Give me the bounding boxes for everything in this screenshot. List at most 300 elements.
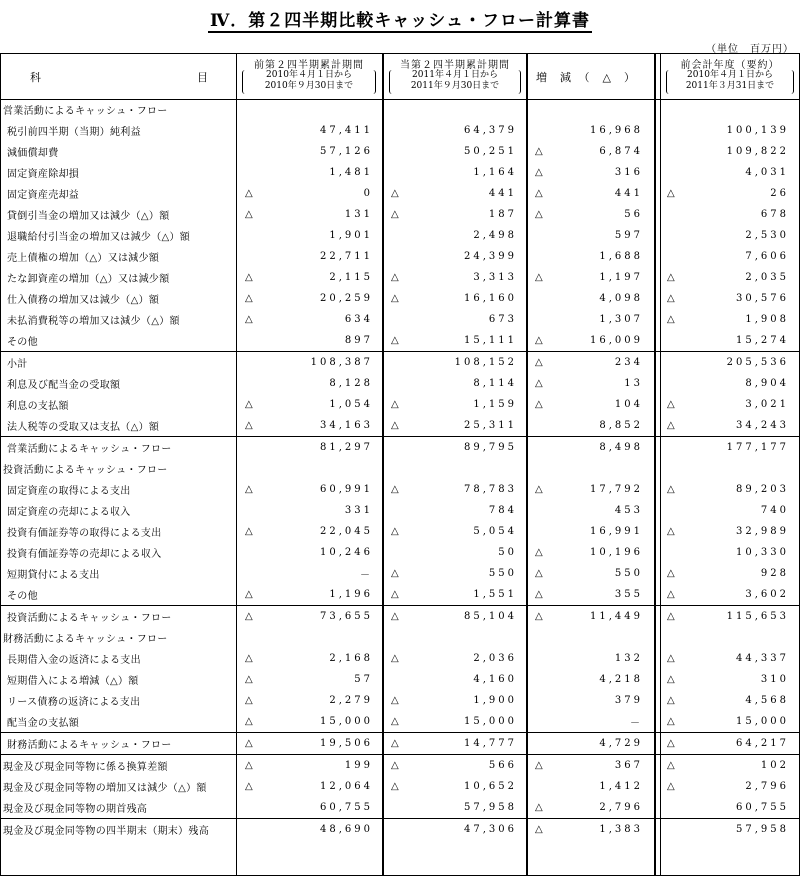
value-cell [385, 204, 529, 225]
amount: 85,104 [464, 611, 517, 622]
amount: 367 [614, 760, 643, 771]
amount: 8,852 [599, 420, 643, 431]
value-cell [239, 797, 385, 819]
amount: 1,900 [473, 695, 517, 706]
amount: 13 [624, 378, 643, 389]
negative-marker: △ [535, 802, 543, 813]
negative-marker: △ [535, 209, 543, 220]
value-cell [529, 479, 655, 500]
header-curr-q2-to: 2011年９月30日まで [410, 81, 500, 91]
row-label: 長期借入金の返済による支出 [7, 655, 141, 666]
table-row [0, 521, 800, 542]
amount: 102 [760, 760, 789, 771]
amount: 81,297 [320, 442, 373, 453]
row-label: 固定資産の取得による支出 [7, 486, 131, 497]
value-cell [661, 500, 800, 521]
row-label: 営業活動によるキャッシュ・フロー [3, 106, 168, 117]
amount: 897 [344, 335, 373, 346]
amount: 2,796 [599, 802, 643, 813]
table-row [0, 415, 800, 437]
table-row [0, 330, 800, 352]
amount: 453 [614, 505, 643, 516]
value-cell [529, 606, 655, 628]
table-row [0, 99, 800, 120]
amount: 634 [344, 314, 373, 325]
col-line-1 [236, 53, 237, 875]
negative-marker: △ [245, 716, 253, 727]
table-row [0, 797, 800, 819]
value-cell [385, 225, 529, 246]
amount: 64,217 [736, 738, 789, 749]
amount: － [360, 570, 373, 581]
value-cell [385, 373, 529, 394]
value-cell [385, 267, 529, 288]
amount: 12,064 [320, 781, 373, 792]
value-cell [385, 648, 529, 669]
amount: 928 [760, 568, 789, 579]
amount: 5,054 [473, 526, 517, 537]
row-label: 財務活動によるキャッシュ・フロー [0, 733, 239, 755]
negative-marker: △ [667, 781, 675, 792]
value-cell [385, 330, 529, 352]
header-subject-right: 目 [197, 71, 208, 84]
amount: 60,755 [736, 802, 789, 813]
header-prev-fy [660, 53, 800, 99]
amount: 16,968 [590, 125, 643, 136]
row-label: 現金及び現金同等物の四半期末（期末）残高 [0, 819, 239, 841]
negative-marker: △ [535, 760, 543, 771]
row-label: 法人税等の受取又は支払（△）額 [7, 422, 160, 433]
value-cell [661, 648, 800, 669]
value-cell [661, 120, 800, 141]
amount: 108,387 [310, 357, 373, 368]
value-cell [661, 797, 800, 819]
amount: 441 [614, 188, 643, 199]
value-cell [661, 563, 800, 584]
col-line-left [0, 53, 1, 875]
amount: 89,203 [736, 484, 789, 495]
value-cell [239, 711, 385, 733]
header-top-line [0, 53, 800, 54]
negative-marker: △ [667, 716, 675, 727]
header-bottom-line [0, 99, 800, 100]
negative-marker: △ [391, 738, 399, 749]
value-cell [239, 437, 385, 459]
amount: 441 [488, 188, 517, 199]
table-row [0, 627, 800, 648]
value-cell [239, 141, 385, 162]
value-cell [239, 776, 385, 797]
value-cell [239, 521, 385, 542]
table-row [0, 648, 800, 669]
amount: 8,498 [599, 442, 643, 453]
table-row [0, 225, 800, 246]
value-cell [385, 797, 529, 819]
header-prev-q2-to: 2010年９月30日まで [264, 81, 354, 91]
value-cell [529, 99, 655, 120]
value-cell [385, 521, 529, 542]
value-cell [239, 648, 385, 669]
value-cell [661, 521, 800, 542]
amount: 4,729 [599, 738, 643, 749]
header-prev-q2-period [242, 70, 376, 94]
amount: 331 [344, 505, 373, 516]
row-label: 小計 [0, 352, 239, 374]
value-cell [385, 542, 529, 563]
amount: 4,218 [599, 674, 643, 685]
value-cell [529, 330, 655, 352]
negative-marker: △ [391, 653, 399, 664]
amount: 1,307 [599, 314, 643, 325]
value-cell [239, 162, 385, 183]
value-cell [661, 352, 800, 374]
value-cell [239, 415, 385, 437]
amount: 1,412 [599, 781, 643, 792]
value-cell [661, 690, 800, 711]
amount: 740 [760, 505, 789, 516]
header-prev-q2 [236, 53, 382, 99]
header-curr-q2-from: 2011年４月１日から [412, 70, 498, 80]
value-cell [529, 797, 655, 819]
col-line-4b [660, 53, 661, 875]
header-prev-q2-from: 2010年４月１日から [266, 70, 352, 80]
value-cell [385, 669, 529, 690]
amount: 89,795 [464, 442, 517, 453]
amount: 22,045 [320, 526, 373, 537]
negative-marker: △ [667, 484, 675, 495]
negative-marker: △ [245, 760, 253, 771]
amount: 131 [344, 209, 373, 220]
amount: 44,337 [736, 653, 789, 664]
value-cell [529, 204, 655, 225]
amount: 597 [614, 230, 643, 241]
negative-marker: △ [667, 653, 675, 664]
table-row [0, 162, 800, 183]
amount: 32,989 [736, 526, 789, 537]
amount: 47,306 [464, 824, 517, 835]
amount: 15,000 [320, 716, 373, 727]
amount: 1,551 [473, 589, 517, 600]
col-line-4a [654, 53, 656, 875]
negative-marker: △ [535, 589, 543, 600]
row-label: 貸倒引当金の増加又は減少（△）額 [7, 211, 170, 222]
value-cell [661, 394, 800, 415]
col-line-2 [382, 53, 384, 875]
row-label: 退職給付引当金の増加又は減少（△）額 [7, 232, 191, 243]
negative-marker: △ [667, 526, 675, 537]
table-row [0, 711, 800, 733]
value-cell [661, 711, 800, 733]
amount: 2,498 [473, 230, 517, 241]
amount: 25,311 [464, 420, 517, 431]
negative-marker: △ [535, 824, 543, 835]
table-row [0, 500, 800, 521]
amount: 310 [760, 674, 789, 685]
row-label: 利息の支払額 [7, 401, 69, 412]
value-cell [661, 627, 800, 648]
value-cell [239, 627, 385, 648]
value-cell [385, 690, 529, 711]
table-row [0, 584, 800, 606]
row-label: 投資活動によるキャッシュ・フロー [3, 465, 168, 476]
value-cell [529, 415, 655, 437]
negative-marker: △ [245, 420, 253, 431]
value-cell [385, 479, 529, 500]
amount: 115,653 [726, 611, 789, 622]
negative-marker: △ [667, 695, 675, 706]
negative-marker: △ [535, 272, 543, 283]
table-bottom-line [0, 875, 800, 876]
header-change [528, 53, 654, 99]
amount: 2,115 [329, 272, 373, 283]
header-prev-fy-period [666, 70, 794, 94]
amount: 2,796 [745, 781, 789, 792]
value-cell [239, 819, 385, 841]
table-row [0, 437, 800, 459]
row-label: 財務活動によるキャッシュ・フロー [3, 634, 168, 645]
row-label: 税引前四半期（当期）純利益 [7, 127, 141, 138]
negative-marker: △ [245, 653, 253, 664]
value-cell [239, 352, 385, 374]
amount: 10,330 [736, 547, 789, 558]
value-cell [385, 99, 529, 120]
value-cell [661, 99, 800, 120]
amount: 1,908 [745, 314, 789, 325]
negative-marker: △ [667, 738, 675, 749]
value-cell [385, 415, 529, 437]
negative-marker: △ [535, 484, 543, 495]
value-cell [239, 330, 385, 352]
amount: 2,036 [473, 653, 517, 664]
table-row [0, 755, 800, 777]
value-cell [529, 162, 655, 183]
value-cell [529, 690, 655, 711]
amount: 1,159 [473, 399, 517, 410]
value-cell [385, 776, 529, 797]
value-cell [239, 458, 385, 479]
amount: 6,874 [599, 146, 643, 157]
value-cell [529, 711, 655, 733]
amount: 15,111 [464, 335, 517, 346]
value-cell [239, 690, 385, 711]
negative-marker: △ [535, 378, 543, 389]
amount: 16,991 [590, 526, 643, 537]
amount: 784 [488, 505, 517, 516]
negative-marker: △ [667, 399, 675, 410]
row-label: 未払消費税等の増加又は減少（△）額 [7, 316, 180, 327]
negative-marker: △ [667, 589, 675, 600]
value-cell [661, 225, 800, 246]
amount: 8,114 [473, 378, 517, 389]
value-cell [661, 183, 800, 204]
amount: 2,530 [745, 230, 789, 241]
amount: 50,251 [464, 146, 517, 157]
negative-marker: △ [667, 420, 675, 431]
negative-marker: △ [667, 568, 675, 579]
header-curr-q2-period [389, 70, 521, 94]
negative-marker: △ [391, 760, 399, 771]
amount: 550 [488, 568, 517, 579]
row-label: 売上債権の増加（△）又は減少額 [7, 253, 160, 264]
amount: 11,449 [590, 611, 643, 622]
table-row [0, 542, 800, 563]
amount: 57 [354, 674, 373, 685]
value-cell [661, 584, 800, 606]
amount: 234 [614, 357, 643, 368]
value-cell [385, 819, 529, 841]
amount: 0 [363, 188, 373, 199]
table-row [0, 204, 800, 225]
amount: 60,991 [320, 484, 373, 495]
value-cell [529, 584, 655, 606]
value-cell [529, 246, 655, 267]
value-cell [529, 542, 655, 563]
negative-marker: △ [535, 568, 543, 579]
table-row [0, 141, 800, 162]
amount: 132 [614, 653, 643, 664]
negative-marker: △ [667, 272, 675, 283]
value-cell [385, 500, 529, 521]
negative-marker: △ [391, 611, 399, 622]
negative-marker: △ [245, 293, 253, 304]
amount: 24,399 [464, 251, 517, 262]
table-row [0, 669, 800, 690]
amount: 566 [488, 760, 517, 771]
value-cell [661, 246, 800, 267]
value-cell [529, 373, 655, 394]
table-row [0, 479, 800, 500]
value-cell [239, 99, 385, 120]
value-cell [239, 500, 385, 521]
amount: 1,481 [329, 167, 373, 178]
header-subject-left: 科 [30, 71, 41, 84]
amount: 678 [760, 209, 789, 220]
row-label: その他 [7, 591, 38, 602]
value-cell [661, 755, 800, 777]
value-cell [385, 183, 529, 204]
negative-marker: △ [245, 695, 253, 706]
value-cell [661, 437, 800, 459]
value-cell [239, 288, 385, 309]
negative-marker: △ [391, 188, 399, 199]
amount: 50 [498, 547, 517, 558]
amount: 60,755 [320, 802, 373, 813]
row-label: 仕入債務の増加又は減少（△）額 [7, 295, 160, 306]
amount: 20,259 [320, 293, 373, 304]
value-cell [529, 669, 655, 690]
value-cell [239, 584, 385, 606]
negative-marker: △ [535, 335, 543, 346]
negative-marker: △ [391, 568, 399, 579]
table-row [0, 606, 800, 628]
amount: 673 [488, 314, 517, 325]
unit-label: （単位 百万円） [706, 44, 794, 55]
negative-marker: △ [245, 674, 253, 685]
amount: 3,602 [745, 589, 789, 600]
amount: 30,576 [736, 293, 789, 304]
value-cell [529, 648, 655, 669]
value-cell [661, 819, 800, 841]
value-cell [385, 458, 529, 479]
amount: 2,035 [745, 272, 789, 283]
negative-marker: △ [391, 695, 399, 706]
value-cell [385, 606, 529, 628]
amount: 56 [624, 209, 643, 220]
value-cell [529, 288, 655, 309]
header-curr-q2-title: 当第２四半期累計期間 [400, 60, 510, 71]
amount: 34,163 [320, 420, 373, 431]
negative-marker: △ [391, 272, 399, 283]
row-label: 投資活動によるキャッシュ・フロー [0, 606, 239, 628]
value-cell [661, 776, 800, 797]
value-cell [239, 373, 385, 394]
table-row [0, 394, 800, 415]
amount: 15,000 [736, 716, 789, 727]
value-cell [529, 776, 655, 797]
amount: 3,021 [745, 399, 789, 410]
row-label: たな卸資産の増加（△）又は減少額 [7, 274, 170, 285]
amount: 379 [614, 695, 643, 706]
amount: 1,164 [473, 167, 517, 178]
value-cell [239, 204, 385, 225]
amount: 73,655 [320, 611, 373, 622]
value-cell [385, 394, 529, 415]
value-cell [385, 437, 529, 459]
value-cell [385, 733, 529, 755]
negative-marker: △ [391, 209, 399, 220]
amount: 10,652 [464, 781, 517, 792]
negative-marker: △ [245, 589, 253, 600]
table-row [0, 373, 800, 394]
amount: 7,606 [745, 251, 789, 262]
header-prev-fy-title: 前会計年度（要約） [680, 60, 780, 71]
table-row [0, 776, 800, 797]
value-cell [239, 733, 385, 755]
amount: 22,711 [320, 251, 373, 262]
value-cell [529, 267, 655, 288]
amount: 4,160 [473, 674, 517, 685]
amount: 187 [488, 209, 517, 220]
value-cell [239, 309, 385, 330]
row-label: 固定資産の売却による収入 [7, 507, 131, 518]
amount: 8,904 [745, 378, 789, 389]
negative-marker: △ [391, 484, 399, 495]
negative-marker: △ [391, 526, 399, 537]
value-cell [661, 733, 800, 755]
row-label: 投資有価証券等の売却による収入 [7, 549, 162, 560]
table-row [0, 690, 800, 711]
negative-marker: △ [535, 399, 543, 410]
value-cell [661, 458, 800, 479]
value-cell [529, 500, 655, 521]
value-cell [385, 627, 529, 648]
amount: 3,313 [473, 272, 517, 283]
header-subject [0, 53, 236, 99]
row-label: 短期借入による増減（△）額 [7, 676, 139, 687]
value-cell [385, 120, 529, 141]
amount: 57,958 [464, 802, 517, 813]
amount: 1,688 [599, 251, 643, 262]
cashflow-table-body [0, 99, 800, 840]
value-cell [529, 521, 655, 542]
negative-marker: △ [245, 484, 253, 495]
amount: 1,197 [599, 272, 643, 283]
value-cell [661, 606, 800, 628]
row-label: 現金及び現金同等物に係る換算差額 [0, 755, 239, 777]
col-line-3 [526, 53, 528, 875]
row-label: 固定資産除却損 [7, 169, 80, 180]
negative-marker: △ [667, 760, 675, 771]
